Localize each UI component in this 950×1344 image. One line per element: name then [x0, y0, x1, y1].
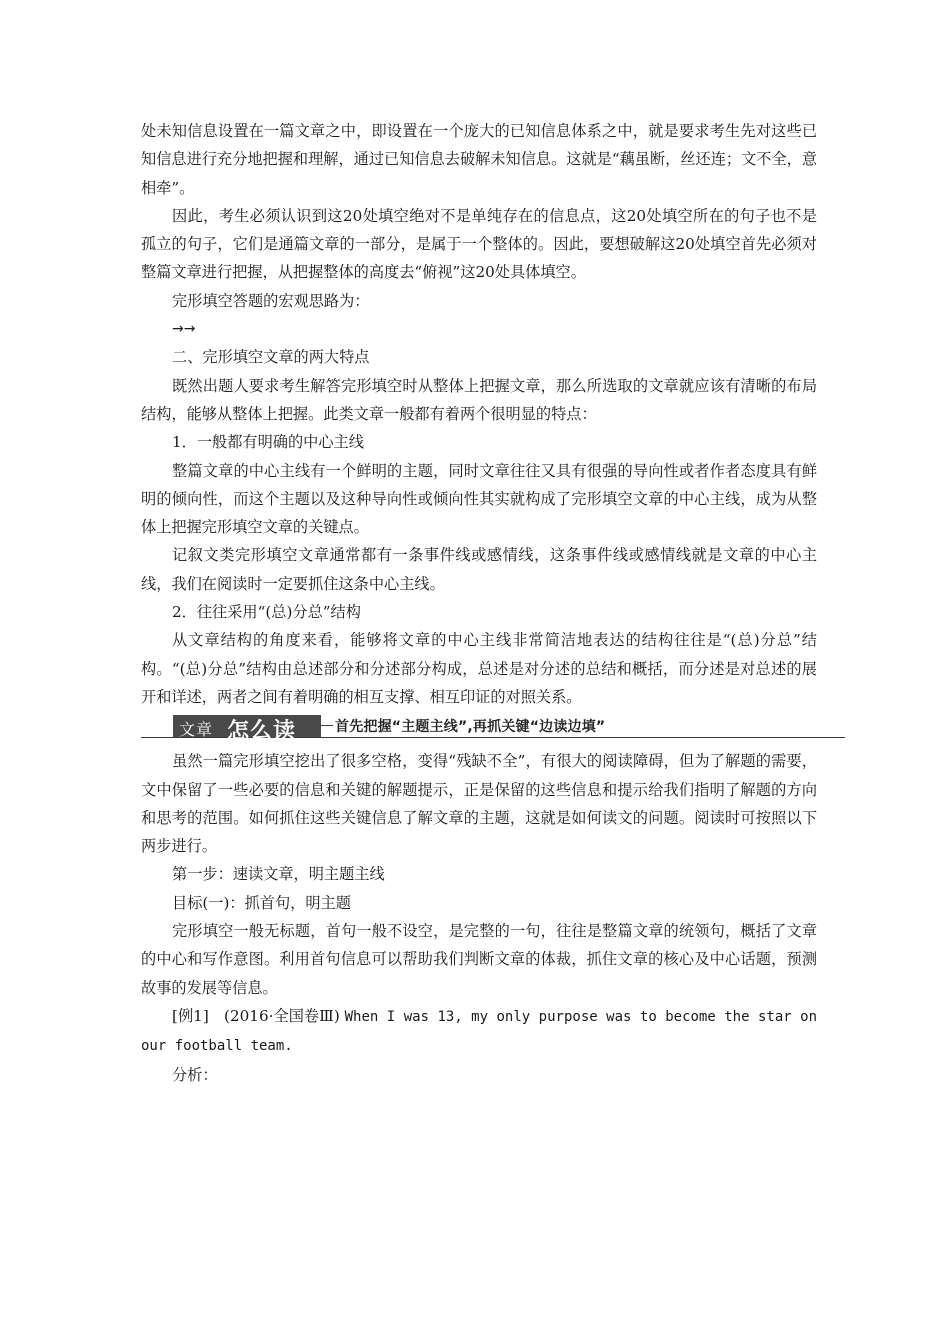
- arrow-glyphs: →→: [172, 321, 196, 338]
- section-banner: [141, 713, 817, 745]
- banner-word-2: 怎么读: [227, 719, 297, 745]
- example-text: When I was 13, my only purpose was to become the star on our football team.: [141, 1008, 818, 1055]
- subheading: 目标(一)：抓首句，明主题: [172, 893, 351, 912]
- example-source: (2016·全国卷Ⅲ): [224, 1006, 340, 1025]
- paragraph: 虽然一篇完形填空挖出了很多空格，变得“残缺不全”，有很大的阅读障碍，但为了解题的需要，文中保留了一些必要的信息和关键的解题提示，正是保留的这些信息和提示给我们指明了解题的方向和思考的范围。如何抓住这些关键信息了解文章的主题，这就是如何读文的问题。阅读时可按照以下两步进行。: [141, 752, 817, 856]
- subheading: 第一步：速读文章，明主题主线: [172, 865, 385, 884]
- paragraph: 整篇文章的中心主线有一个鲜明的主题，同时文章往往又具有很强的导向性或者作者态度具有鲜明的倾向性，而这个主题以及这种导向性或倾向性其实就构成了完形填空文章的中心主线，成为从整体上把握完形填空文章的关键点。: [141, 461, 817, 537]
- subheading: 2．往往采用“(总)分总”结构: [172, 603, 361, 622]
- paragraph: 处未知信息设置在一篇文章之中，即设置在一个庞大的已知信息体系之中，就是要求考生先对这些已知信息进行充分地把握和理解，通过已知信息去破解未知信息。这就是“藕虽断，丝还连；文不全，意相牵”。: [141, 122, 818, 197]
- banner-word-1: 文章: [179, 720, 214, 740]
- subheading: 1．一般都有明确的中心主线: [172, 433, 364, 452]
- paragraph: 从文章结构的角度来看，能够将文章的中心主线非常简洁地表达的结构往往是“(总)分总”结构。“(总)分总”结构由总述部分和分述部分构成，总述是对分述的总结和概括，而分述是对总述的展开和详述，两者之间有着明确的相互支撑、相互印证的对照关系。: [141, 631, 817, 706]
- paragraph: 完形填空一般无标题，首句一般不设空，是完整的一句，往往是整篇文章的统领句，概括了文章的中心和写作意图。利用首句信息可以帮助我们判断文章的体裁，抓住文章的核心及中心话题，预测故事的发展等信息。: [141, 922, 817, 997]
- paragraph: 因此，考生必须认识到这20处填空绝对不是单纯存在的信息点，这20处填空所在的句子也不是孤立的句子，它们是通篇文章的一部分，是属于一个整体的。因此，要想破解这20处填空首先必须对整篇文章进行把握，从把握整体的高度去“俯视”这20处具体填空。: [141, 206, 817, 282]
- banner-label: [173, 715, 321, 745]
- paragraph: 既然出题人要求考生解答完形填空时从整体上把握文章，那么所选取的文章就应该有清晰的布局结构，能够从整体上把握。此类文章一般都有着两个很明显的特点：: [141, 376, 817, 423]
- analysis-label: 分析：: [172, 1065, 218, 1084]
- banner-dash: [321, 725, 333, 726]
- example-label: [例1]: [172, 1006, 209, 1025]
- section-heading: 二、完形填空文章的两大特点: [172, 348, 370, 367]
- paragraph: 完形填空答题的宏观思路为：: [172, 291, 370, 310]
- banner-subtitle: 首先把握“主题主线”,再抓关键“边读边填”: [335, 719, 606, 736]
- document-page: [141, 117, 817, 1089]
- paragraph: 记叙文类完形填空文章通常都有一条事件线或感情线，这条事件线或感情线就是文章的中心主线，我们在阅读时一定要抓住这条中心主线。: [141, 546, 817, 593]
- example-paragraph: [141, 1002, 817, 1061]
